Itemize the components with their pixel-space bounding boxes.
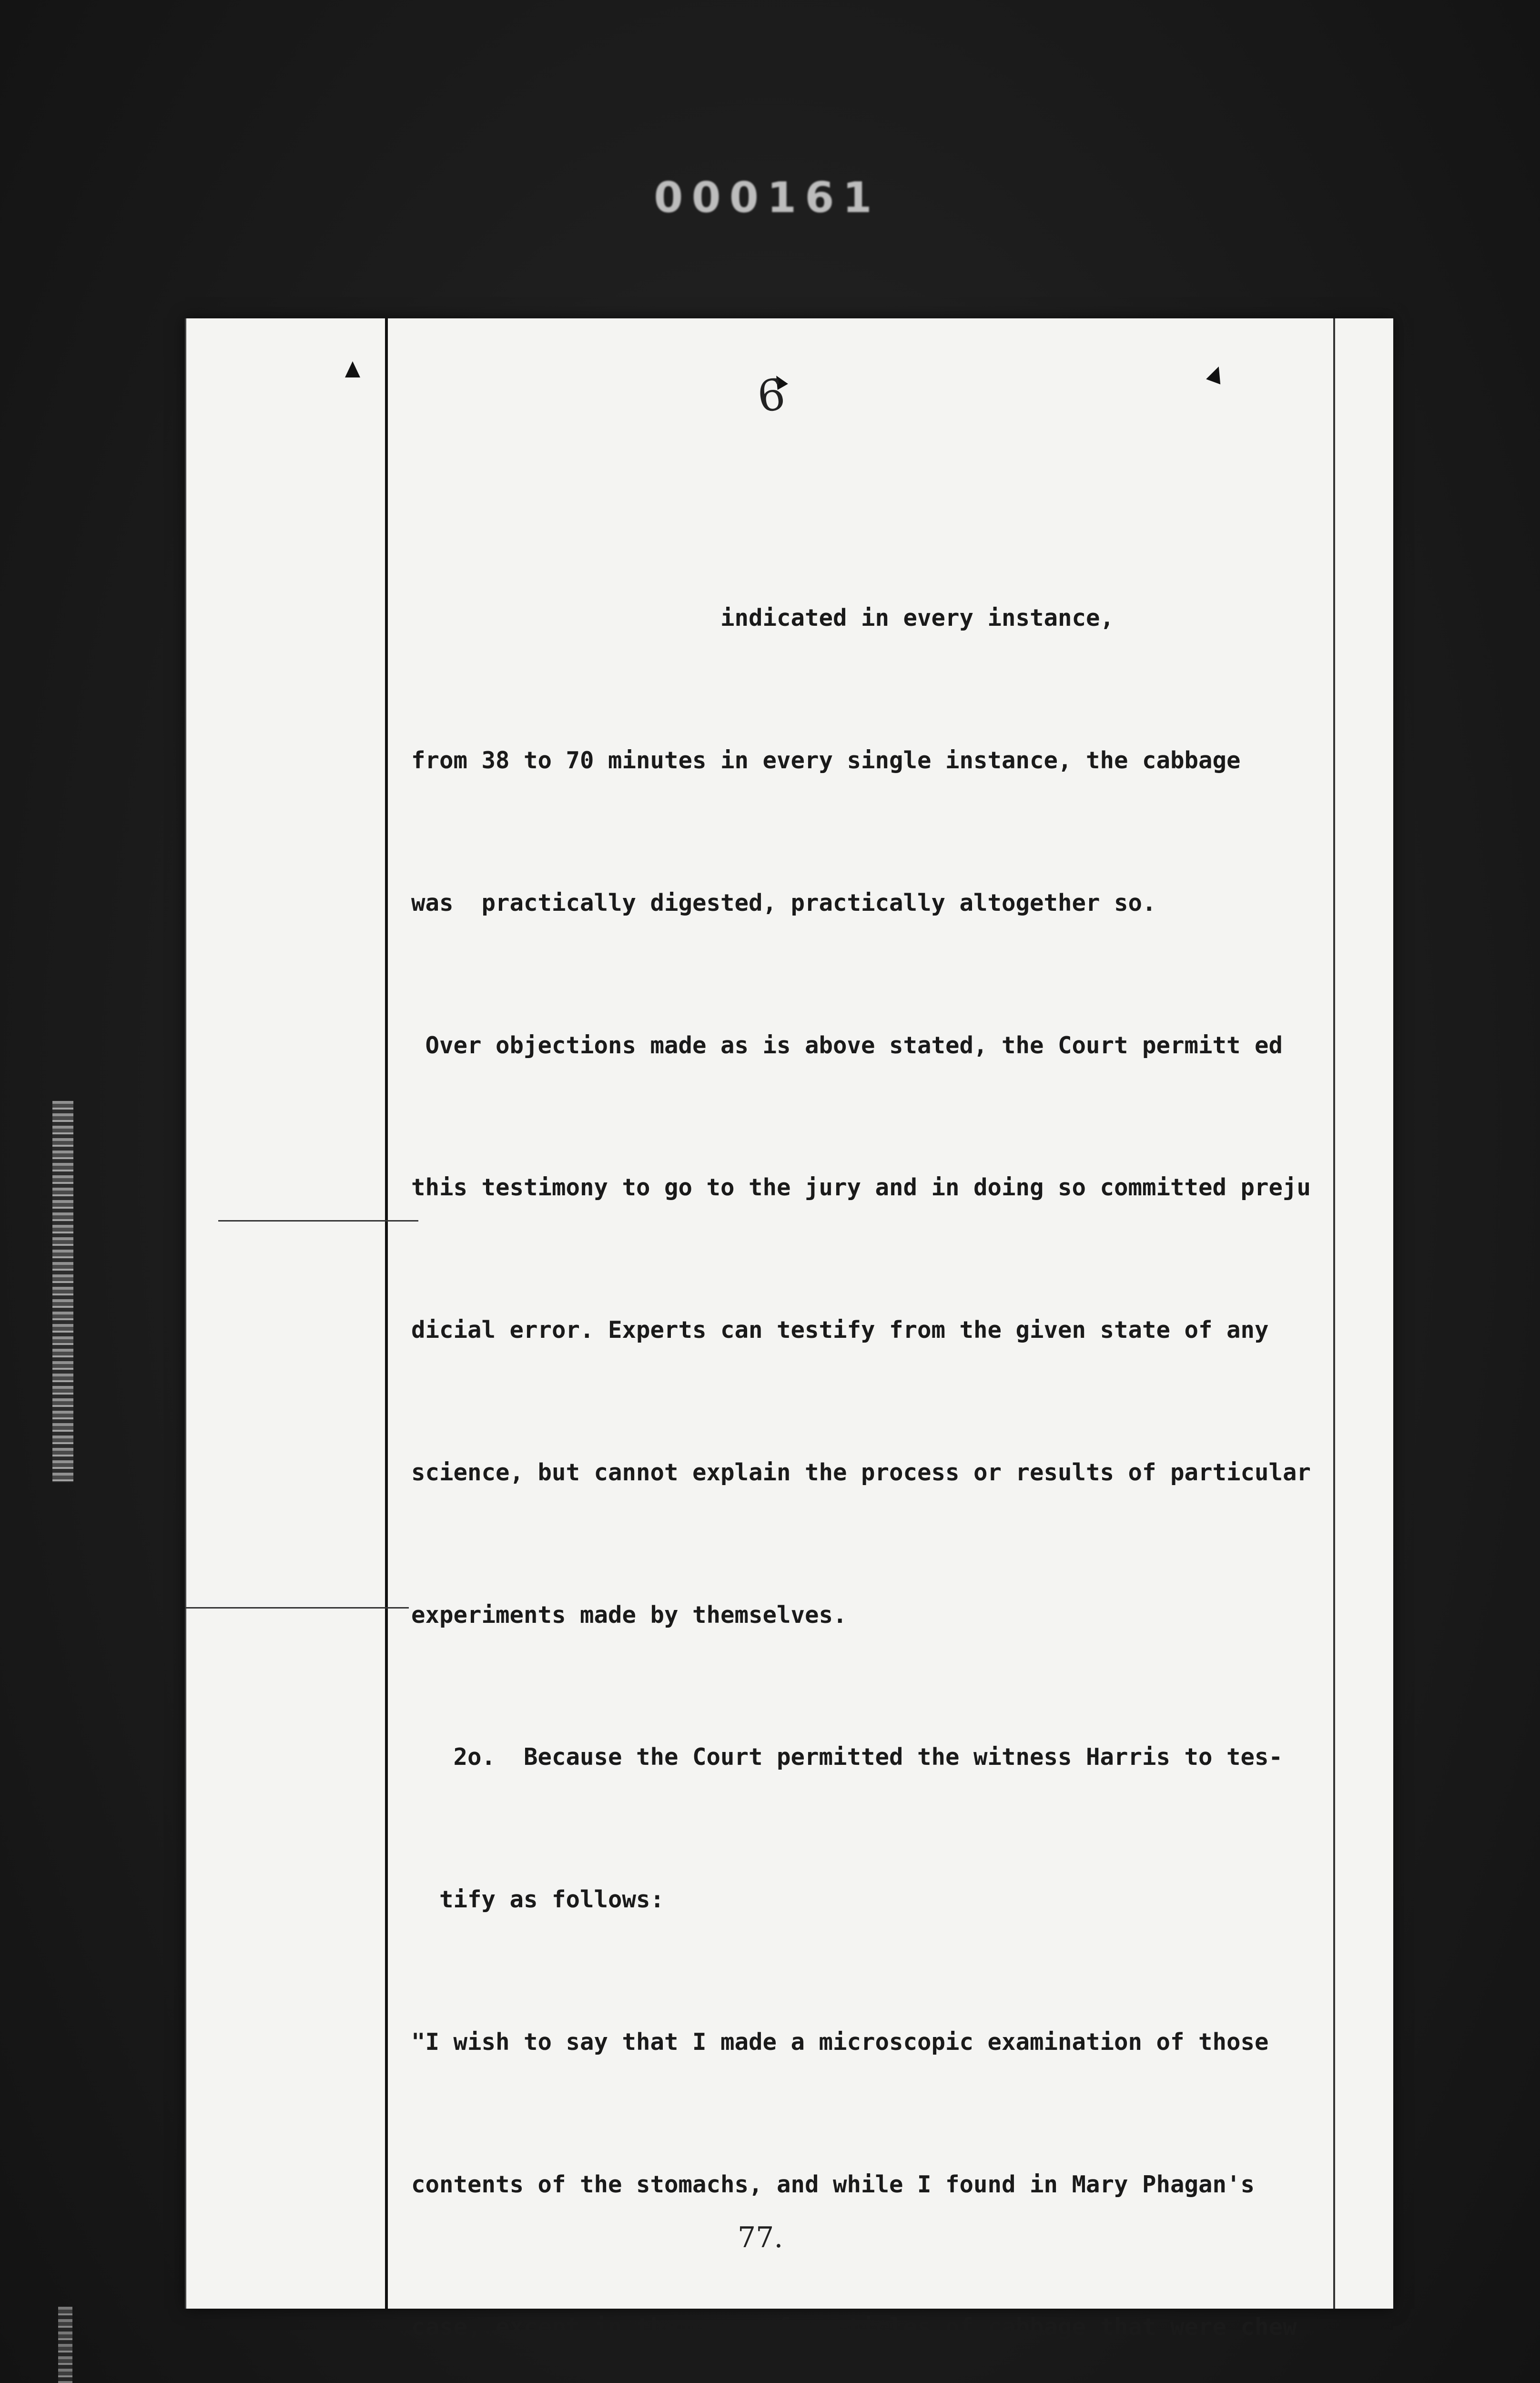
text-line: science, but cannot explain the process or results of particular <box>411 1458 1311 1486</box>
punch-mark-icon <box>1206 364 1226 385</box>
film-edge-strip-lower <box>58 2307 72 2383</box>
page-number: 6 <box>754 369 789 423</box>
bottom-page-number: 77. <box>738 2221 783 2254</box>
archive-stamp: 000161 <box>654 173 881 222</box>
stray-ink-line <box>218 1220 418 1222</box>
text-line: Over objections made as is above stated, the Court permitt ed <box>411 1031 1283 1059</box>
text-line: dicial error. Experts can testify from the given state of any <box>411 1316 1269 1344</box>
text-line: was practically digested, practically altogether so. <box>411 889 1156 917</box>
text-line: from 38 to 70 minutes in every single instance, the cabbage <box>411 746 1241 774</box>
text-line: "I wish to say that I made a microscopic examination of those <box>411 2028 1269 2056</box>
text-line: this testimony to go to the jury and in doing so committed preju <box>411 1174 1311 1202</box>
text-line: case, except in the case of particles of cabbage that were chew <box>411 2313 1297 2341</box>
film-edge-strip <box>52 1101 73 1482</box>
page-outer-edge <box>185 318 186 2309</box>
typed-text-body <box>411 499 1340 2383</box>
text-line: indicated in every instance, <box>411 604 1114 632</box>
document-page <box>185 318 1393 2341</box>
text-line: contents of the stomachs, and while I found in Mary Phagan's <box>411 2170 1255 2198</box>
text-line: tify as follows: <box>411 1886 665 1914</box>
text-line: experiments made by themselves. <box>411 1601 847 1629</box>
text-line: 2o. Because the Court permitted the witness Harris to tes- <box>411 1743 1283 1771</box>
left-margin-rule <box>385 318 388 2309</box>
stray-ink-line <box>185 1607 409 1609</box>
punch-mark-icon <box>345 361 360 377</box>
